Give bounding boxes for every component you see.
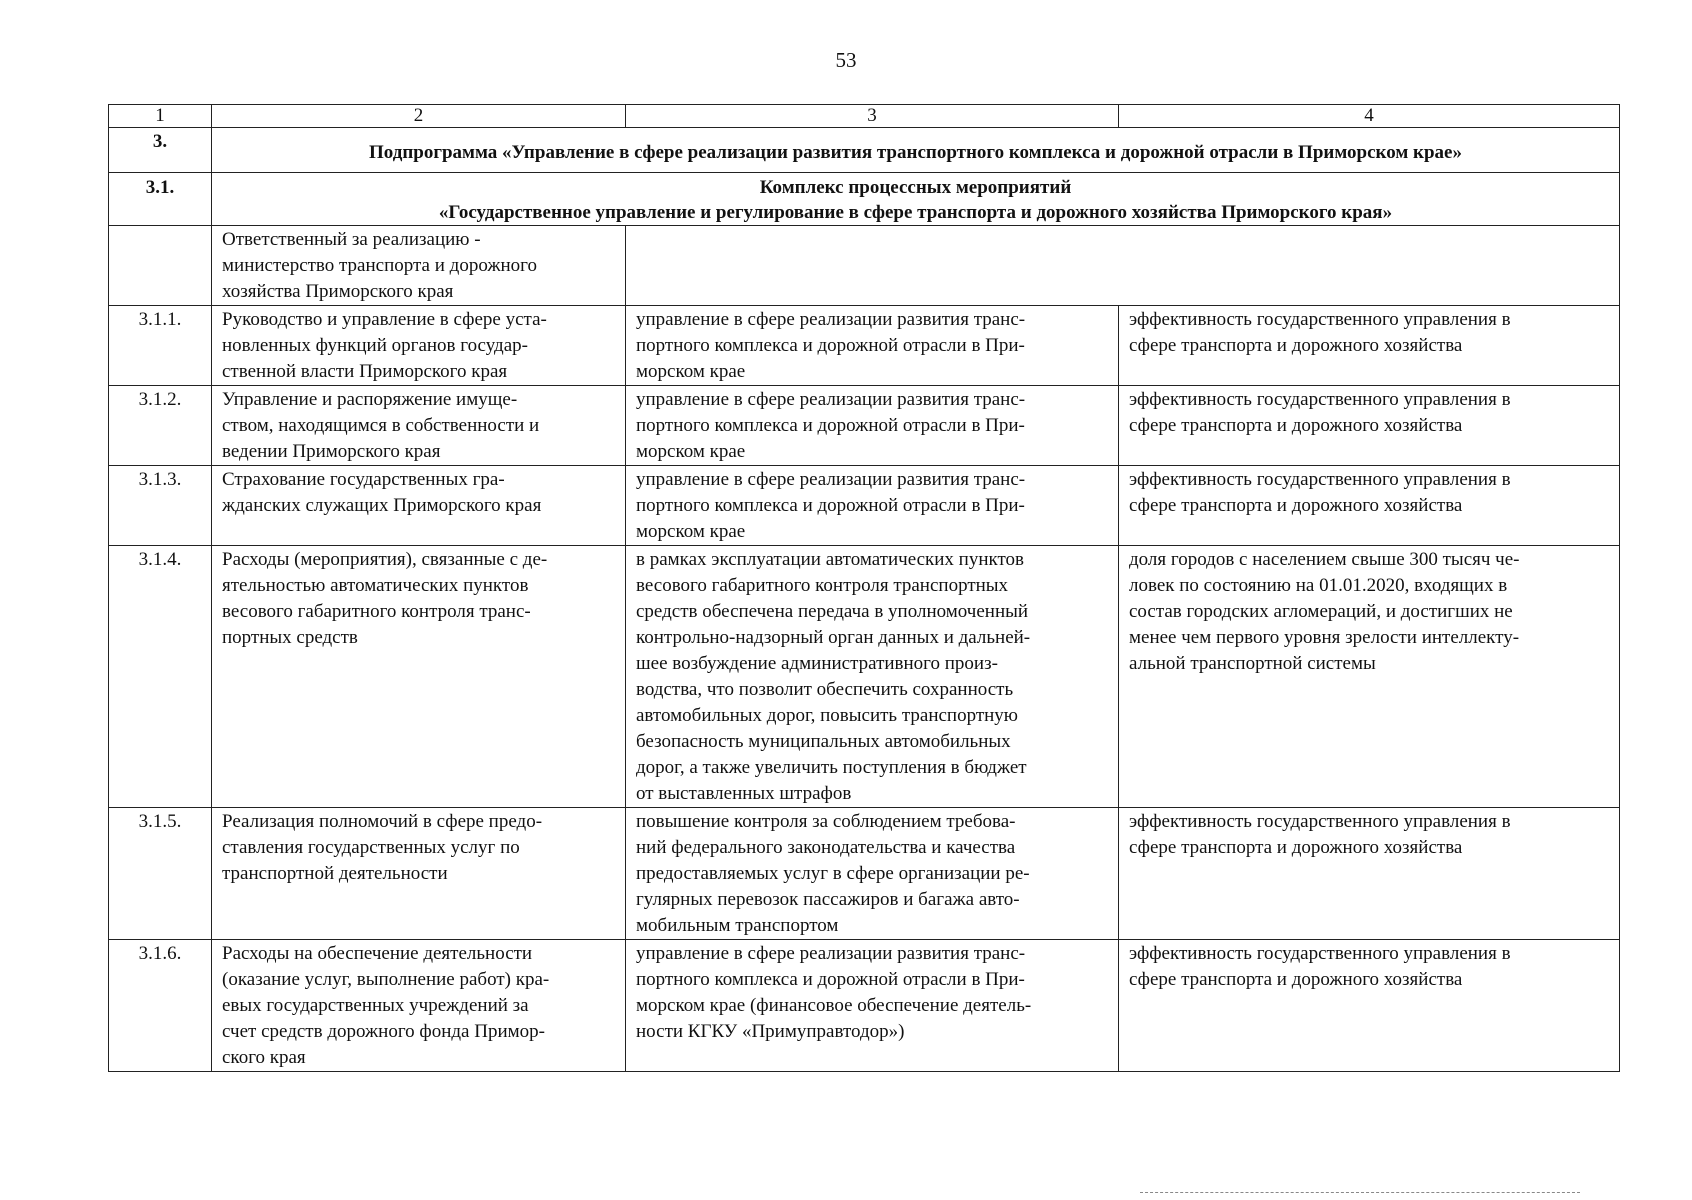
subsection-row (109, 173, 1620, 226)
row-task-line: дорог, а также увеличить поступления в бюджет (636, 757, 1027, 778)
row-number: 3.1.5. (109, 808, 212, 940)
table-row (109, 466, 1620, 546)
row-task-line: мобильным транспортом (636, 915, 839, 936)
row-number: 3.1.4. (109, 546, 212, 808)
row-name-line: Расходы (мероприятия), связанные с де- (222, 549, 548, 570)
section-number: 3. (109, 128, 212, 173)
row-name-line: Управление и распоряжение имуще- (222, 389, 518, 410)
row-indicator-line: ловек по состоянию на 01.01.2020, входящих в (1129, 575, 1508, 596)
row-task-line: портного комплекса и дорожной отрасли в При- (636, 335, 1025, 356)
section-title: Подпрограмма «Управление в сфере реализации развития транспортного комплекса и дорожной отрасли в Приморском крае» (212, 128, 1620, 173)
row-task-line: средств обеспечена передача в уполномоченный (636, 601, 1029, 622)
column-number-2: 2 (212, 105, 626, 128)
row-task-line: весового габаритного контроля транспортных (636, 575, 1009, 596)
footer-divider (1140, 1192, 1580, 1193)
page-number: 53 (835, 48, 857, 72)
row-task-line: управление в сфере реализации развития транс- (636, 309, 1026, 330)
row-name-line: жданских служащих Приморского края (222, 495, 542, 516)
responsible-line-1: Ответственный за реализацию - (222, 229, 481, 250)
row-indicator-line: эффективность государственного управления в (1129, 811, 1511, 832)
row-indicator-cell (1119, 386, 1620, 466)
row-indicator-line: сфере транспорта и дорожного хозяйства (1129, 969, 1463, 990)
row-task-cell (626, 808, 1119, 940)
subsection-number: 3.1. (109, 173, 212, 226)
responsible-line-3: хозяйства Приморского края (222, 281, 454, 302)
row-task-line: шее возбуждение административного произ- (636, 653, 998, 674)
row-name-cell (212, 808, 626, 940)
column-number-3: 3 (626, 105, 1119, 128)
row-indicator-line: менее чем первого уровня зрелости интеллекту- (1129, 627, 1520, 648)
subsection-title (212, 173, 1620, 226)
row-task-line: водства, что позволит обеспечить сохранность (636, 679, 1014, 700)
responsible-line-2: министерство транспорта и дорожного (222, 255, 537, 276)
row-name-line: транспортной деятельности (222, 863, 448, 884)
program-table (108, 104, 1620, 1072)
row-task-line: ний федерального законодательства и качества (636, 837, 1016, 858)
row-task-line: контрольно-надзорный орган данных и дальней- (636, 627, 1031, 648)
table-row (109, 306, 1620, 386)
row-indicator-line: эффективность государственного управления в (1129, 389, 1511, 410)
row-task-cell (626, 386, 1119, 466)
row-name-line: евых государственных учреждений за (222, 995, 529, 1016)
responsible-cell (212, 226, 626, 306)
row-task-line: морском крае (финансовое обеспечение деятель- (636, 995, 1032, 1016)
row-task-line: повышение контроля за соблюдением требова- (636, 811, 1016, 832)
row-task-line: управление в сфере реализации развития транс- (636, 389, 1026, 410)
column-number-1: 1 (109, 105, 212, 128)
row-task-line: управление в сфере реализации развития транс- (636, 943, 1026, 964)
row-indicator-cell (1119, 546, 1620, 808)
row-task-line: портного комплекса и дорожной отрасли в При- (636, 495, 1025, 516)
row-name-cell (212, 940, 626, 1072)
row-name-line: Руководство и управление в сфере уста- (222, 309, 547, 330)
row-task-line: безопасность муниципальных автомобильных (636, 731, 1011, 752)
row-task-line: морском крае (636, 521, 746, 542)
row-indicator-cell (1119, 808, 1620, 940)
row-indicator-cell (1119, 940, 1620, 1072)
row-task-cell (626, 466, 1119, 546)
row-name-line: ством, находящимся в собственности и (222, 415, 540, 436)
row-indicator-line: эффективность государственного управления в (1129, 469, 1511, 490)
responsible-empty-cell (109, 226, 212, 306)
row-number: 3.1.2. (109, 386, 212, 466)
row-task-line: морском крае (636, 441, 746, 462)
row-name-line: портных средств (222, 627, 358, 648)
row-task-line: предоставляемых услуг в сфере организации ре- (636, 863, 1030, 884)
row-task-line: автомобильных дорог, повысить транспортную (636, 705, 1019, 726)
row-indicator-line: доля городов с населением свыше 300 тысяч че- (1129, 549, 1520, 570)
row-indicator-line: эффективность государственного управления в (1129, 943, 1511, 964)
table-row (109, 808, 1620, 940)
row-name-line: (оказание услуг, выполнение работ) кра- (222, 969, 550, 990)
row-name-line: ятельностью автоматических пунктов (222, 575, 529, 596)
row-indicator-line: состав городских агломераций, и достигших не (1129, 601, 1513, 622)
row-name-cell (212, 466, 626, 546)
row-name-line: ского края (222, 1047, 306, 1068)
row-indicator-line: сфере транспорта и дорожного хозяйства (1129, 415, 1463, 436)
table-row (109, 940, 1620, 1072)
row-task-cell (626, 940, 1119, 1072)
row-task-line: от выставленных штрафов (636, 783, 852, 804)
row-task-line: гулярных перевозок пассажиров и багажа авто- (636, 889, 1020, 910)
row-task-line: ности КГКУ «Примуправтодор») (636, 1021, 905, 1042)
row-name-line: счет средств дорожного фонда Примор- (222, 1021, 545, 1042)
row-indicator-line: эффективность государственного управления в (1129, 309, 1511, 330)
row-name-cell (212, 386, 626, 466)
row-number: 3.1.1. (109, 306, 212, 386)
row-indicator-line: сфере транспорта и дорожного хозяйства (1129, 837, 1463, 858)
row-name-line: ственной власти Приморского края (222, 361, 508, 382)
row-task-line: портного комплекса и дорожной отрасли в При- (636, 415, 1025, 436)
row-name-line: Страхование государственных гра- (222, 469, 505, 490)
row-name-cell (212, 306, 626, 386)
column-numbers-row (109, 105, 1620, 128)
row-task-line: морском крае (636, 361, 746, 382)
row-name-line: ставления государственных услуг по (222, 837, 520, 858)
row-task-line: в рамках эксплуатации автоматических пунктов (636, 549, 1025, 570)
row-indicator-line: сфере транспорта и дорожного хозяйства (1129, 335, 1463, 356)
row-indicator-cell (1119, 466, 1620, 546)
subsection-title-line-2: «Государственное управление и регулирование в сфере транспорта и дорожного хозяйства Приморского края» (438, 202, 1393, 223)
row-task-line: портного комплекса и дорожной отрасли в При- (636, 969, 1025, 990)
table-row (109, 546, 1620, 808)
row-number: 3.1.3. (109, 466, 212, 546)
row-name-line: ведении Приморского края (222, 441, 441, 462)
row-name-line: Реализация полномочий в сфере предо- (222, 811, 543, 832)
table-row (109, 386, 1620, 466)
row-indicator-line: альной транспортной системы (1129, 653, 1376, 674)
row-task-cell (626, 306, 1119, 386)
row-task-line: управление в сфере реализации развития транс- (636, 469, 1026, 490)
row-name-line: весового габаритного контроля транс- (222, 601, 531, 622)
responsible-empty-wide-cell (626, 226, 1620, 306)
responsible-row (109, 226, 1620, 306)
row-name-line: Расходы на обеспечение деятельности (222, 943, 533, 964)
column-number-4: 4 (1119, 105, 1620, 128)
row-indicator-line: сфере транспорта и дорожного хозяйства (1129, 495, 1463, 516)
row-task-cell (626, 546, 1119, 808)
row-name-cell (212, 546, 626, 808)
row-number: 3.1.6. (109, 940, 212, 1072)
row-name-line: новленных функций органов государ- (222, 335, 528, 356)
subsection-title-line-1: Комплекс процессных мероприятий (759, 177, 1072, 198)
section-row (109, 128, 1620, 173)
row-indicator-cell (1119, 306, 1620, 386)
